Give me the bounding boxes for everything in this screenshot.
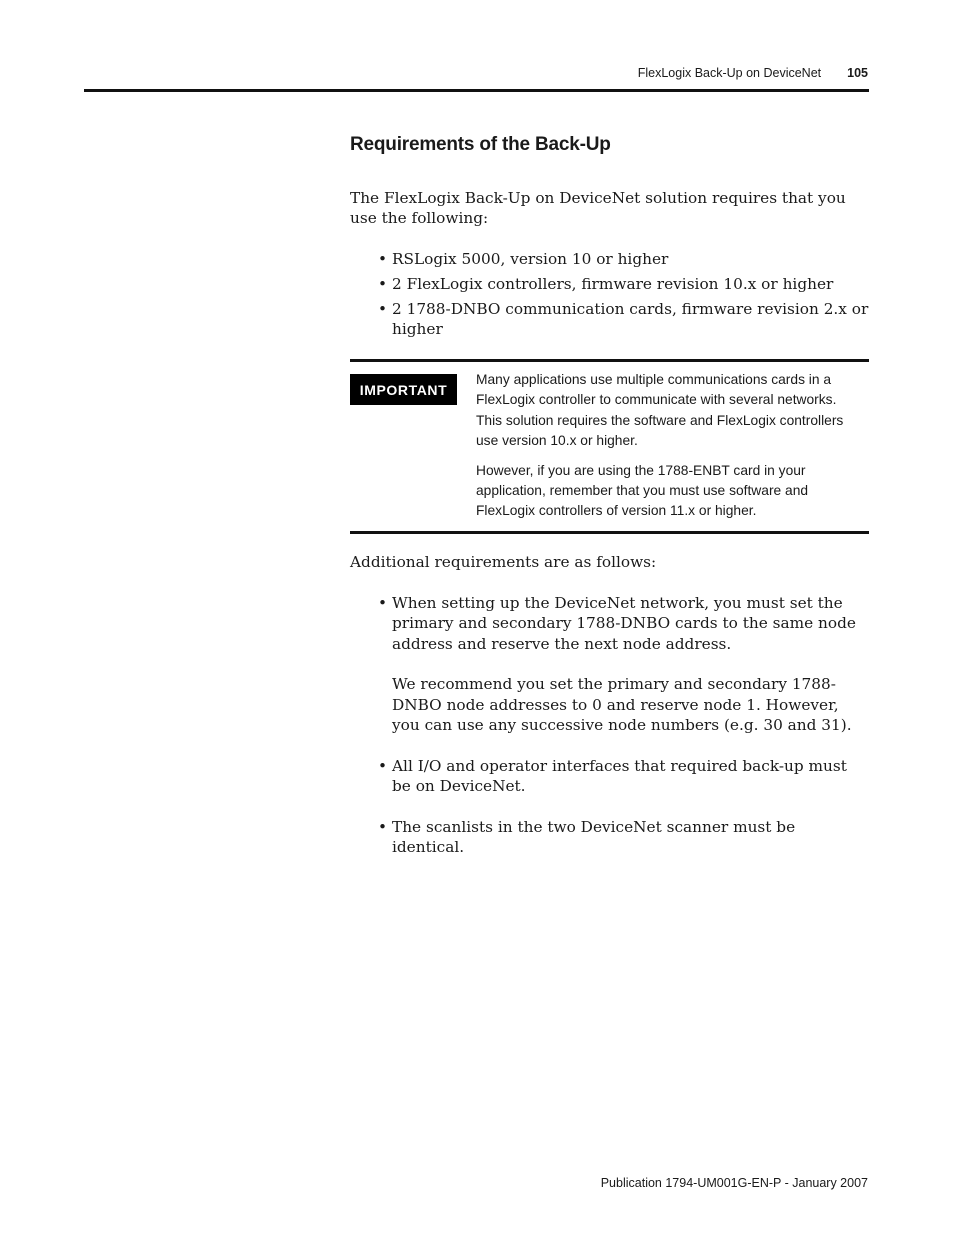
bullet-icon: • xyxy=(378,250,388,268)
requirements-list xyxy=(350,249,870,344)
bullet-icon: • xyxy=(378,756,388,775)
intro-paragraph: The FlexLogix Back-Up on DeviceNet solution requires that you use the following: xyxy=(350,189,846,228)
important-text xyxy=(476,370,864,531)
bullet-icon: • xyxy=(378,594,388,612)
additional-requirements-list xyxy=(350,593,870,878)
running-title: FlexLogix Back-Up on DeviceNet xyxy=(637,66,822,80)
bullet-icon: • xyxy=(378,817,388,836)
header-rule xyxy=(84,89,869,92)
main-content xyxy=(350,134,870,856)
list-item-note: We recommend you set the primary and secondary 1788-DNBO node addresses to 0 and reserve node 1. However, you can use any successive node numbers (e.g. 30 and 31). xyxy=(392,675,852,734)
list-item: • RSLogix 5000, version 10 or higher xyxy=(378,250,669,268)
list-item: • When setting up the DeviceNet network, you must set the primary and secondary 1788-DNBO cards to the same node address and reserve the next node address. We recommend you set the primary and secondary 1788-DNBO node addresses to 0 and reserve node 1. However, you can use any successive node numbers (e.g. 30 and 31). xyxy=(350,593,870,735)
running-header xyxy=(638,66,868,80)
important-paragraph: Many applications use multiple communications cards in a FlexLogix controller to communicate with several networks. This solution requires the software and FlexLogix controllers use version 10.x or higher. xyxy=(476,372,844,448)
important-paragraph: However, if you are using the 1788-ENBT card in your application, remember that you must use software and FlexLogix controllers of version 11.x or higher. xyxy=(476,462,809,519)
publication-footer: Publication 1794-UM001G-EN-P - January 2007 xyxy=(600,1176,868,1190)
bullet-icon: • xyxy=(378,274,388,293)
list-item: • 2 1788-DNBO communication cards, firmware revision 2.x or higher xyxy=(378,299,869,339)
list-item: • The scanlists in the two DeviceNet scanner must be identical. xyxy=(378,817,796,856)
bullet-icon: • xyxy=(378,299,388,318)
page-number: 105 xyxy=(847,66,868,80)
important-callout xyxy=(350,359,869,534)
list-item: • All I/O and operator interfaces that required back-up must be on DeviceNet. xyxy=(378,756,847,795)
additional-intro: Additional requirements are as follows: xyxy=(350,553,657,571)
important-badge: IMPORTANT xyxy=(350,374,457,405)
list-item: • 2 FlexLogix controllers, firmware revision 10.x or higher xyxy=(378,274,834,293)
section-title: Requirements of the Back-Up xyxy=(350,134,611,155)
